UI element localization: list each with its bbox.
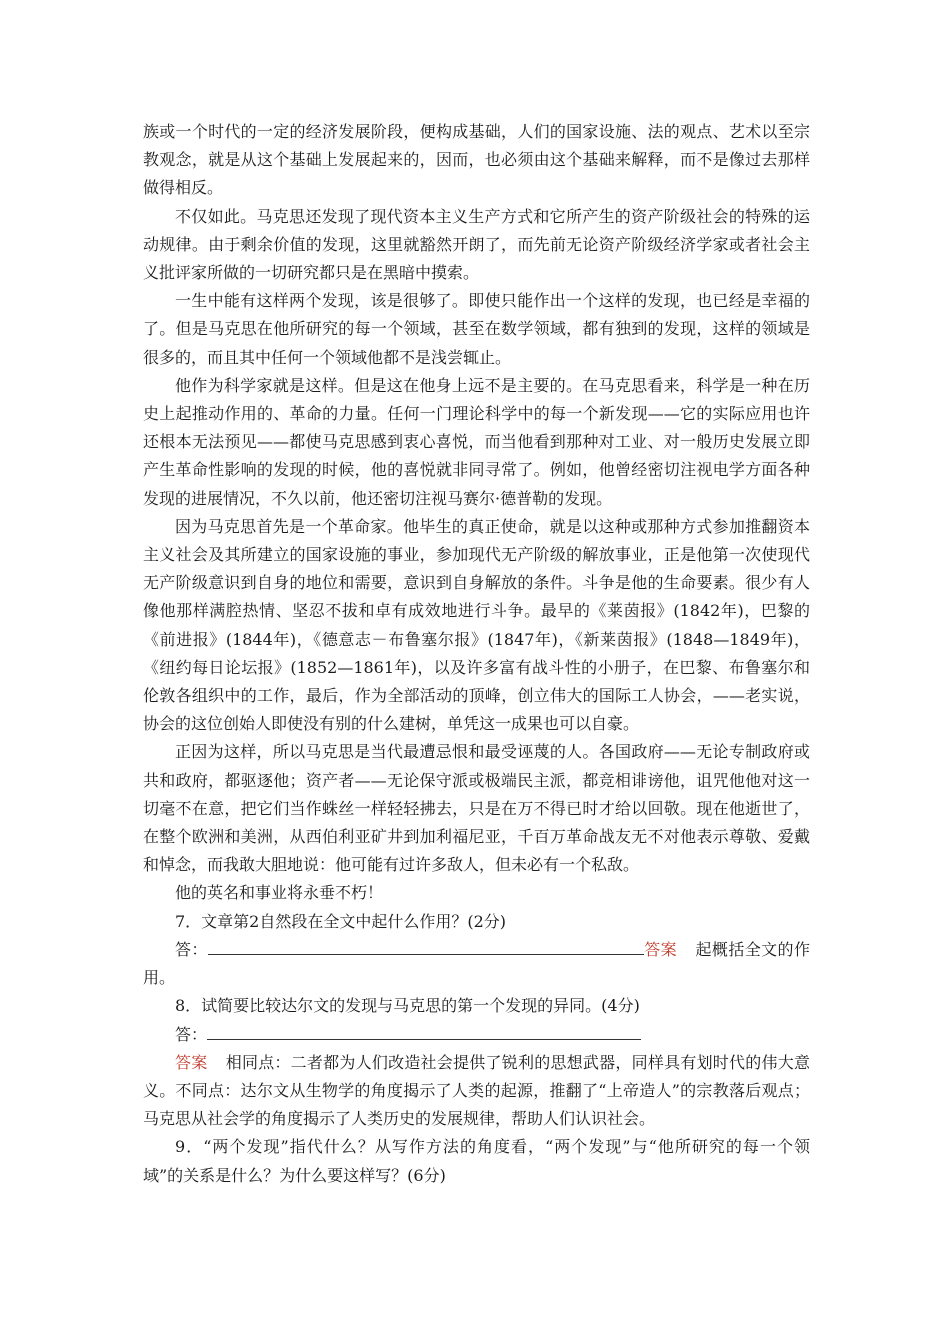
question-9: 9．“两个发现”指代什么？从写作方法的角度看，“两个发现”与“他所研究的每一个领域”的关系是什么？为什么要这样写？(6分) bbox=[143, 1137, 810, 1185]
answer-label: 答案 bbox=[643, 939, 678, 959]
answer-prefix: 答： bbox=[175, 1024, 208, 1044]
paragraph-7: 他的英名和事业将永垂不朽！ bbox=[175, 883, 384, 903]
answer-blank-line bbox=[207, 1025, 641, 1040]
paragraph-1: 族或一个时代的一定的经济发展阶段，便构成基础，人们的国家设施、法的观点、艺术以至宗教观念，就是从这个基础上发展起来的，因而，也必须由这个基础来解释，而不是像过去那样做得相反。 bbox=[143, 122, 810, 198]
answer-prefix: 答： bbox=[175, 939, 208, 959]
answer-text: 起概括全文的作用。 bbox=[143, 939, 810, 988]
answer-label: 答案 bbox=[175, 1052, 208, 1072]
paragraph-6: 正因为这样，所以马克思是当代最遭忌恨和最受诬蔑的人。各国政府——无论专制政府或共和政府，都驱逐他；资产者——无论保守派或极端民主派，都竞相诽谤他，诅咒他他对这一切毫不在意，把它们当作蛛丝一样轻轻拂去，只是在万不得已时才给以回敬。现在他逝世了，在整个欧洲和美洲，从西伯利亚矿井到加利福尼亚，千百万革命战友无不对他表示尊敬、爱戴和悼念，而我敢大胆地说：他可能有过许多敌人，但未必有一个私敌。 bbox=[143, 742, 810, 875]
document-body bbox=[143, 118, 810, 1190]
answer-text: 相同点：二者都为人们改造社会提供了锐利的思想武器，同样具有划时代的伟大意义。不同点：达尔文从生物学的角度揭示了人类的起源，推翻了“上帝造人”的宗教落后观点；马克思从社会学的角度揭示了人类历史的发展规律，帮助人们认识社会。 bbox=[143, 1052, 810, 1129]
paragraph-5: 因为马克思首先是一个革命家。他毕生的真正使命，就是以这种或那种方式参加推翻资本主义社会及其所建立的国家设施的事业，参加现代无产阶级的解放事业，正是他第一次使现代无产阶级意识到自身的地位和需要，意识到自身解放的条件。斗争是他的生命要素。很少有人像他那样满腔热情、坚忍不拔和卓有成效地进行斗争。最早的《莱茵报》(1842年)，巴黎的《前进报》(1844年)，《德意志－布鲁塞尔报》(1847年)，《新莱茵报》(1848—1849年)，《纽约每日论坛报》(1852—1861年)，以及许多富有战斗性的小册子，在巴黎、布鲁塞尔和伦敦各组织中的工作，最后，作为全部活动的顶峰，创立伟大的国际工人协会，——老实说，协会的这位创始人即使没有别的什么建树，单凭这一成果也可以自豪。 bbox=[143, 516, 810, 734]
paragraph-4: 他作为科学家就是这样。但是这在他身上远不是主要的。在马克思看来，科学是一种在历史上起推动作用的、革命的力量。任何一门理论科学中的每一个新发现——它的实际应用也许还根本无法预见——都使马克思感到衷心喜悦，而当他看到那种对工业、对一般历史发展立即产生革命性影响的发现的时候，他的喜悦就非同寻常了。例如，他曾经密切注视电学方面各种发现的进展情况，不久以前，他还密切注视马赛尔·德普勒的发现。 bbox=[143, 375, 810, 508]
question-8-answer-line bbox=[143, 1021, 810, 1049]
paragraph-2: 不仅如此。马克思还发现了现代资本主义生产方式和它所产生的资产阶级社会的特殊的运动规律。由于剩余价值的发现，这里就豁然开朗了，而先前无论资产阶级经济学家或者社会主义批评家所做的一切研究都只是在黑暗中摸索。 bbox=[143, 206, 810, 283]
question-7: 7．文章第2自然段在全文中起什么作用？(2分) bbox=[175, 911, 507, 931]
question-7-answer bbox=[143, 936, 810, 992]
question-8-answer bbox=[143, 1049, 810, 1134]
paragraph-3: 一生中能有这样两个发现，该是很够了。即使只能作出一个这样的发现，也已经是幸福的了。但是马克思在他所研究的每一个领域，甚至在数学领域，都有独到的发现，这样的领域是很多的，而且其中任何一个领域他都不是浅尝辄止。 bbox=[143, 291, 810, 367]
answer-blank-line bbox=[208, 940, 644, 955]
question-8: 8．试简要比较达尔文的发现与马克思的第一个发现的异同。(4分) bbox=[175, 996, 640, 1016]
